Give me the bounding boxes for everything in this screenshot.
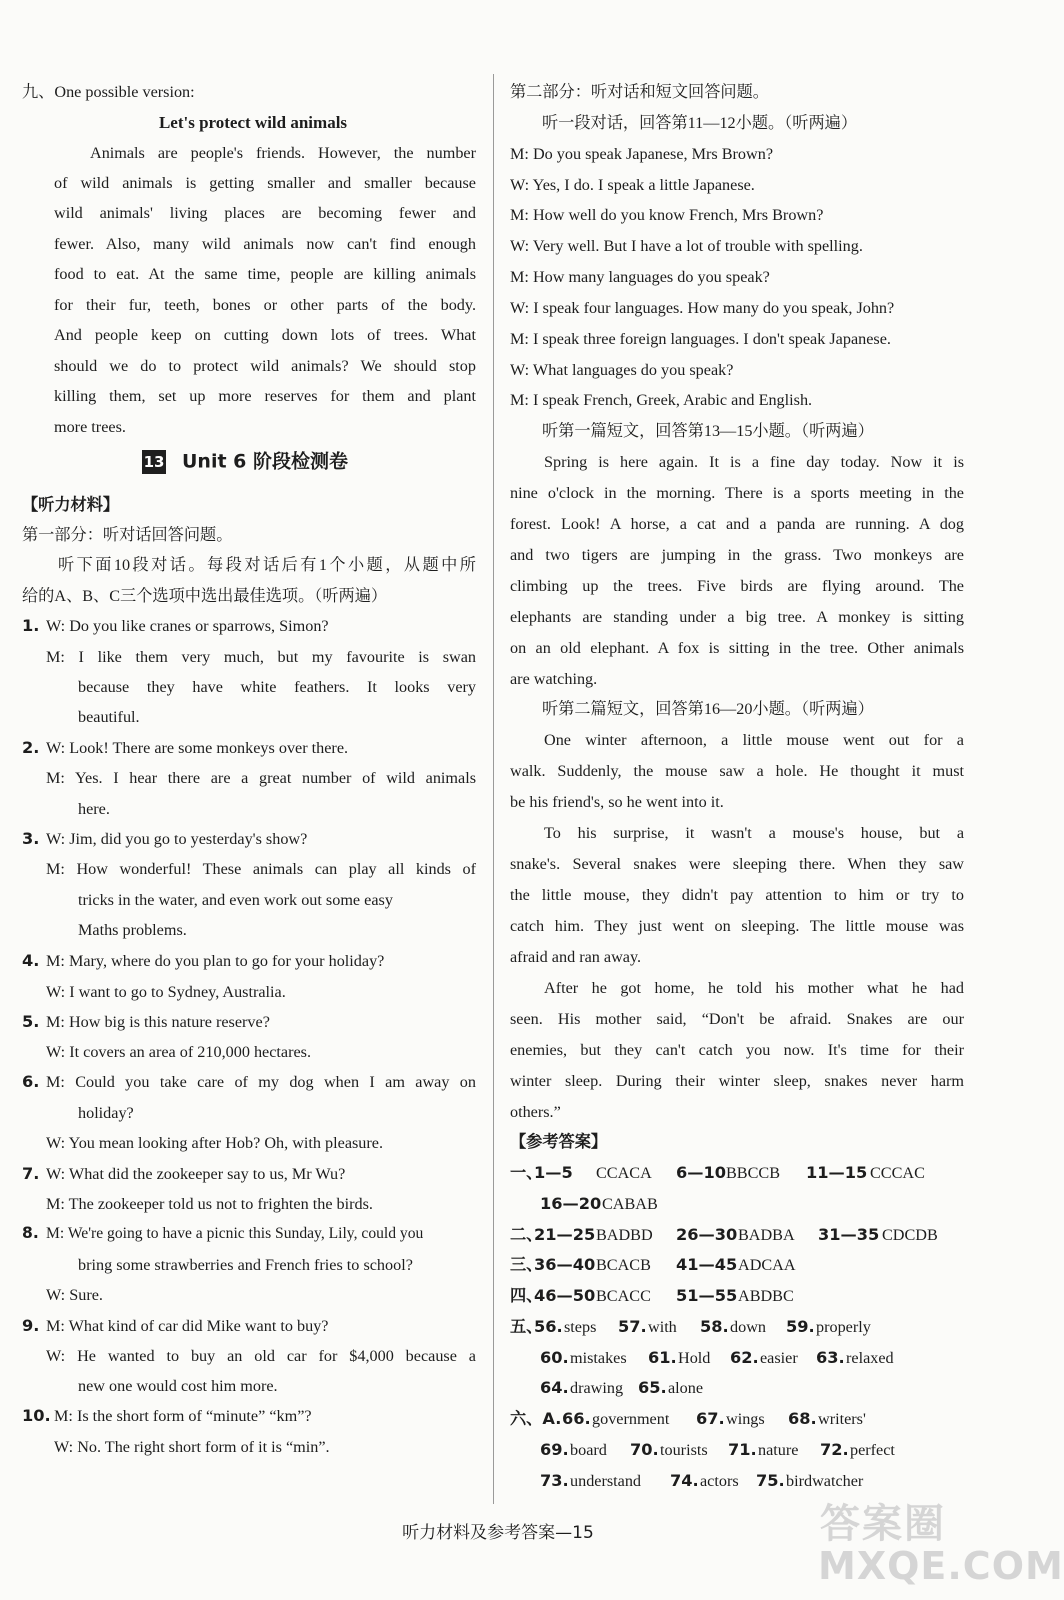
answer-values: ADCAA [738, 1256, 796, 1274]
answer-row [540, 1473, 863, 1489]
essay-line: for their fur, teeth, bones or other parts of the body. [54, 296, 476, 314]
dialog-item [22, 1074, 476, 1090]
answer-row [510, 1227, 938, 1243]
answer-word: steps [564, 1318, 597, 1336]
answer-row [540, 1196, 658, 1212]
answer-range: 41—45 [676, 1255, 738, 1274]
dialog-line: W: Look! There are some monkeys over there. [46, 739, 349, 757]
answer-row [510, 1411, 866, 1427]
item-number: 58. [700, 1317, 729, 1336]
passage2-line: walk. Suddenly, the mouse saw a hole. He thought it must [510, 762, 964, 780]
answer-values: CABAB [602, 1195, 658, 1213]
essay-line: killing them, set up more reserves for them and plant [54, 387, 476, 405]
dialog-line: M: How big is this nature reserve? [46, 1013, 270, 1031]
answer-values: CDCDB [882, 1226, 938, 1244]
answer-word: Hold [678, 1349, 711, 1367]
answer-word: nature [758, 1441, 799, 1459]
item-number: 72. [820, 1440, 849, 1459]
dialog-line: bring some strawberries and French fries to school? [78, 1256, 413, 1274]
answer-section: 六、A. [510, 1409, 562, 1428]
essay-line: of wild animals is getting smaller and smaller because [54, 174, 476, 192]
passage2-line: the little mouse, they didn't pay attention to him or try to [510, 886, 964, 904]
item-number: 73. [540, 1471, 569, 1490]
answer-section: 二、 [510, 1225, 543, 1244]
answer-row [540, 1442, 895, 1458]
passage1-line: on an old elephant. A fox is sitting in the tree. Other animals [510, 639, 964, 657]
answer-section: 四、 [510, 1286, 543, 1305]
dialog-line: W: Do you like cranes or sparrows, Simon? [46, 617, 329, 635]
answer-section: 五、 [510, 1317, 543, 1336]
watermark-url: MXQE.COM [818, 1544, 1064, 1588]
answer-range: 26—30 [676, 1225, 738, 1244]
item-number: 60. [540, 1348, 569, 1367]
answer-word: down [730, 1318, 766, 1336]
dialog-line: W: Jim, did you go to yesterday's show? [46, 830, 308, 848]
part2-title: 第二部分：听对话和短文回答问题。 [510, 83, 769, 101]
item-number: 66. [562, 1409, 591, 1428]
answer-range: 31—35 [818, 1225, 880, 1244]
item-number: 9. [22, 1316, 40, 1335]
dialog-line: W: Sure. [46, 1286, 103, 1304]
listening-header: 【听力材料】 [22, 496, 120, 514]
section-nine-label: 九、One possible version: [22, 83, 195, 101]
dialog-line: M: What kind of car did Mike want to buy? [46, 1317, 329, 1335]
passage2-line: winter sleep. During their winter sleep, snakes never harm [510, 1072, 964, 1090]
answer-row [510, 1319, 871, 1335]
answer-range: 21—25 [534, 1225, 596, 1244]
dialog-line: M: I speak three foreign languages. I don't speak Japanese. [510, 330, 891, 348]
item-number: 7. [22, 1164, 40, 1183]
dialog-line: M: Do you speak Japanese, Mrs Brown? [510, 145, 773, 163]
dialog-line: M: I like them very much, but my favourite is swan [46, 648, 476, 666]
dialog-line: W: Yes, I do. I speak a little Japanese. [510, 176, 755, 194]
answer-word: wings [726, 1410, 765, 1428]
item-number: 63. [816, 1348, 845, 1367]
passage1-line: climbing up the trees. Five birds are flying around. The [510, 577, 964, 595]
item-number: 2. [22, 738, 40, 757]
part1-title: 第一部分：听对话回答问题。 [22, 526, 233, 544]
answer-range: 36—40 [534, 1255, 596, 1274]
part1-instruction: 给的A、B、C三个选项中选出最佳选项。（听两遍） [22, 587, 388, 605]
item-number: 75. [756, 1471, 785, 1490]
item-number: 59. [786, 1317, 815, 1336]
answer-values: ABDBC [738, 1287, 794, 1305]
answer-word: properly [816, 1318, 871, 1336]
answer-values: CCCAC [870, 1164, 925, 1182]
item-number: 74. [670, 1471, 699, 1490]
part1-instruction: 听下面10段对话。每段对话后有1个小题，从题中所 [58, 556, 476, 574]
unit-number-badge: 13 [142, 450, 166, 474]
passage1-line: elephants are standing under a big tree. A monkey is sitting [510, 608, 964, 626]
answer-word: with [648, 1318, 677, 1336]
passage1-line: are watching. [510, 670, 598, 688]
dialog-line: M: How many languages do you speak? [510, 268, 770, 286]
answer-range: 16—20 [540, 1194, 602, 1213]
passage2-line: seen. His mother said, “Don't be afraid. Snakes are our [510, 1010, 964, 1028]
dialog-line: M: Could you take care of my dog when I am away on [46, 1073, 476, 1091]
dialog-line: new one would cost him more. [78, 1377, 278, 1395]
answer-values: BBCCB [726, 1164, 780, 1182]
dialog-line: M: Mary, where do you plan to go for your holiday? [46, 952, 385, 970]
page-footer: 听力材料及参考答案—15 [402, 1523, 594, 1543]
item-number: 4. [22, 951, 40, 970]
answer-range: 1—5 [534, 1163, 573, 1182]
dialog-item [22, 1226, 423, 1242]
dialog-line: tricks in the water, and even work out some easy [78, 891, 393, 909]
item-number: 64. [540, 1378, 569, 1397]
item-number: 6. [22, 1072, 40, 1091]
answer-word: understand [570, 1472, 642, 1490]
answer-word: alone [668, 1379, 704, 1397]
answer-row [510, 1288, 794, 1304]
dialog-line: W: Very well. But I have a lot of trouble with spelling. [510, 237, 863, 255]
dialog-line: W: What languages do you speak? [510, 361, 734, 379]
dialog-line: W: No. The right short form of it is “min”. [54, 1438, 330, 1456]
passage1-line: Spring is here again. It is a fine day today. Now it is [544, 453, 964, 471]
passage2-instruction: 听第二篇短文，回答第16—20小题。（听两遍） [542, 700, 874, 718]
item-number: 10. [22, 1406, 51, 1425]
passage2-line: others.” [510, 1103, 561, 1121]
answer-section: 三、 [510, 1255, 543, 1274]
essay-line: And people keep on cutting down lots of trees. What [54, 326, 476, 344]
dialog-item [22, 953, 384, 969]
answer-values: BCACB [596, 1256, 651, 1274]
item-number: 69. [540, 1440, 569, 1459]
dialog-item [22, 618, 329, 634]
essay-line: food to eat. At the same time, people are killing animals [54, 265, 476, 283]
dialog-line: W: I speak four languages. How many do you speak, John? [510, 299, 895, 317]
watermark-logo: 答案圈 [820, 1501, 946, 1547]
item-number: 71. [728, 1440, 757, 1459]
passage2-line: One winter afternoon, a little mouse went out for a [544, 731, 964, 749]
item-number: 57. [618, 1317, 647, 1336]
item-number: 56. [534, 1317, 563, 1336]
passage2-line: catch him. They just went on sleeping. The little mouse was [510, 917, 964, 935]
answers-header: 【参考答案】 [510, 1133, 608, 1151]
answer-word: actors [700, 1472, 739, 1490]
dialog-item [22, 1166, 345, 1182]
essay-title: Let's protect wild animals [158, 113, 348, 132]
dialog-item [22, 1014, 270, 1030]
dialog-instruction: 听一段对话，回答第11—12小题。（听两遍） [542, 114, 858, 132]
answer-row [540, 1350, 894, 1366]
answer-section: 一、 [510, 1163, 543, 1182]
dialog-line: M: Is the short form of “minute” “km”? [54, 1407, 312, 1425]
essay-line: fewer. Also, many wild animals now can't find enough [54, 235, 476, 253]
passage2-line: After he got home, he told his mother what he had [544, 979, 964, 997]
answer-word: drawing [570, 1379, 624, 1397]
answer-row [540, 1380, 703, 1396]
item-number: 1. [22, 616, 40, 635]
item-number: 62. [730, 1348, 759, 1367]
dialog-line: M: How wonderful! These animals can play all kinds of [46, 860, 476, 878]
essay-line: wild animals' living places are becoming fewer and [54, 204, 476, 222]
unit-title: Unit 6 阶段检测卷 [182, 450, 348, 473]
answer-word: writers' [818, 1410, 866, 1428]
item-number: 68. [788, 1409, 817, 1428]
dialog-item [22, 1408, 312, 1424]
passage2-line: To his surprise, it wasn't a mouse's house, but a [544, 824, 964, 842]
dialog-line: W: You mean looking after Hob? Oh, with pleasure. [46, 1134, 384, 1152]
passage1-line: forest. Look! A horse, a cat and a panda are running. A dog [510, 515, 964, 533]
item-number: 65. [638, 1378, 667, 1397]
answer-word: birdwatcher [786, 1472, 864, 1490]
dialog-line: Maths problems. [78, 921, 187, 939]
dialog-line: here. [78, 800, 110, 818]
answer-row [510, 1257, 796, 1273]
passage2-line: snake's. Several snakes were sleeping there. When they saw [510, 855, 964, 873]
item-number: 67. [696, 1409, 725, 1428]
dialog-line: holiday? [78, 1104, 134, 1122]
essay-line: should we do to protect wild animals? We should stop [54, 357, 476, 375]
answer-word: perfect [850, 1441, 895, 1459]
answer-word: relaxed [846, 1349, 894, 1367]
dialog-line: W: He wanted to buy an old car for $4,000 because a [46, 1347, 476, 1365]
passage1-line: nine o'clock in the morning. There is a sports meeting in the [510, 484, 964, 502]
dialog-line: W: I want to go to Sydney, Australia. [46, 983, 286, 1001]
item-number: 61. [648, 1348, 677, 1367]
answer-range: 6—10 [676, 1163, 726, 1182]
answer-word: easier [760, 1349, 798, 1367]
dialog-line: beautiful. [78, 708, 140, 726]
dialog-line: M: I speak French, Greek, Arabic and English. [510, 391, 813, 409]
dialog-line: because they have white feathers. It looks very [78, 678, 476, 696]
passage2-line: be his friend's, so he went into it. [510, 793, 724, 811]
passage1-instruction: 听第一篇短文，回答第13—15小题。（听两遍） [542, 422, 874, 440]
dialog-line: W: It covers an area of 210,000 hectares. [46, 1043, 312, 1061]
answer-values: BADBA [738, 1226, 795, 1244]
dialog-item [22, 740, 348, 756]
passage2-line: enemies, but they can't catch you now. It's time for their [510, 1041, 964, 1059]
answer-values: BCACC [596, 1287, 651, 1305]
passage1-line: and two tigers are jumping in the grass. Two monkeys are [510, 546, 964, 564]
answer-range: 11—15 [806, 1163, 868, 1182]
answer-word: tourists [660, 1441, 708, 1459]
answer-word: government [592, 1410, 670, 1428]
essay-line: more trees. [54, 418, 126, 436]
item-number: 3. [22, 829, 40, 848]
answer-range: 51—55 [676, 1286, 738, 1305]
item-number: 70. [630, 1440, 659, 1459]
dialog-line: M: We're going to have a picnic this Sunday, Lily, could you [46, 1225, 424, 1242]
answer-values: CCACA [596, 1164, 652, 1182]
answer-row [510, 1165, 925, 1181]
answer-range: 46—50 [534, 1286, 596, 1305]
dialog-line: W: What did the zookeeper say to us, Mr Wu? [46, 1165, 346, 1183]
essay-line: Animals are people's friends. However, the number [90, 144, 476, 162]
column-divider [493, 74, 494, 1504]
dialog-line: M: How well do you know French, Mrs Brown? [510, 206, 824, 224]
answer-values: BADBD [596, 1226, 653, 1244]
dialog-line: M: The zookeeper told us not to frighten the birds. [46, 1195, 373, 1213]
dialog-line: M: Yes. I hear there are a great number of wild animals [46, 769, 476, 787]
dialog-item [22, 831, 307, 847]
unit-heading [142, 450, 348, 474]
dialog-item [22, 1318, 328, 1334]
answer-word: mistakes [570, 1349, 627, 1367]
item-number: 8. [22, 1224, 39, 1242]
answer-word: board [570, 1441, 607, 1459]
item-number: 5. [22, 1012, 40, 1031]
passage2-line: afraid and ran away. [510, 948, 642, 966]
